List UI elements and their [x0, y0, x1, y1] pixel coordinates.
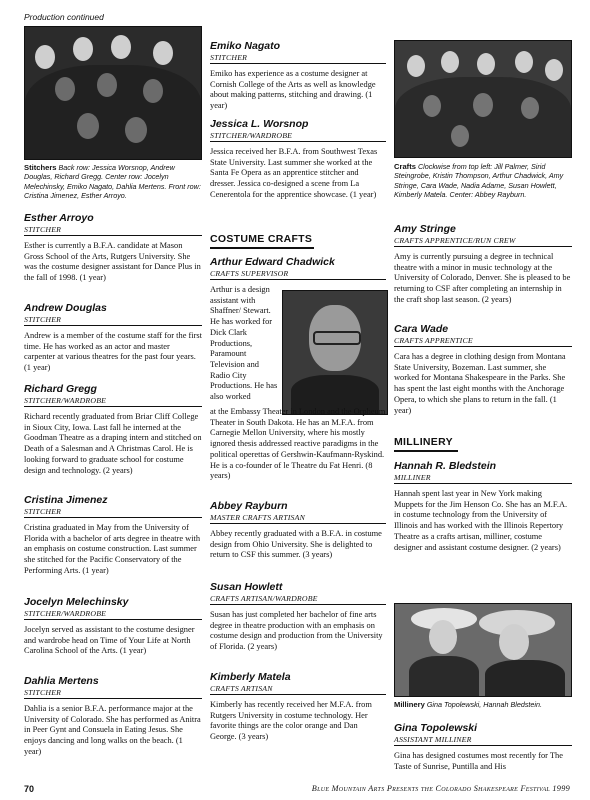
bio-text: Jocelyn served as assistant to the costume designer and wardrobe head on Time of Your Life at North Carolina School of the Arts. (1 year): [24, 625, 195, 656]
name: Gina Topolewski: [394, 722, 478, 734]
bio-text: Jessica received her B.F.A. from Southwest Texas State University. Last summer she worked at the Santa Fe Opera as an apprentice stitcher and dresser. Jessica co-designed a scene from La Cenerentola for the apprentice showcase. (1 year): [210, 147, 378, 199]
name: Susan Howlett: [210, 581, 283, 593]
role: MILLINER: [394, 473, 572, 484]
bio-text: Esther is currently a B.F.A. candidate at Mason Gross School of the Arts, Rutgers University. She was the costume designer assistant for Dance Plus in the fall of 1998. (1 year): [24, 241, 201, 283]
bio-text: Emiko has experience as a costume designer at Cornish College of the Arts as well as knowledge about making patterns, stitching and drawing. (1 year): [210, 69, 376, 111]
role: ASSISTANT MILLINER: [394, 735, 572, 746]
bio-text: Kimberly has recently received her M.F.A. from Rutgers University in costume technology. Her favorite things are the color orange and Dan George. (3 years): [210, 700, 372, 742]
name: Esther Arroyo: [24, 212, 94, 224]
name: Amy Stringe: [394, 223, 456, 235]
bio-text: Hannah spent last year in New York making Muppets for the Jim Henson Co. She has an M.F.A. in costume technology from the University of Illinois and has worked with the Illinois Repertory Theatre as a crafts artisan, milliner, costume designer and assistant costume designer. (2 years): [394, 489, 568, 552]
name: Cristina Jimenez: [24, 494, 108, 506]
stitchers-caption: Stitchers Back row: Jessica Worsnop, Andrew Douglas, Richard Gregg. Center row: Jocelyn Melechinsky, Emiko Nagato, Dahlia Mertens. Front row: Cristina Jimenez, Esther Arroyo.: [24, 163, 201, 200]
bio-text: Andrew is a member of the costume staff for the first time. He has worked as an actor and master carpenter at various theatres for the past four years. (1 year): [24, 331, 202, 373]
crafts-photo: [394, 40, 572, 158]
name: Jocelyn Melechinsky: [24, 596, 129, 608]
bio-text: Cristina graduated in May from the University of Florida with a bachelor of arts degree in theatre with an emphasis on costume construction. Last summer she stitched for the Pacific Conservatory of the Performing Arts. (1 year): [24, 523, 201, 575]
name: Andrew Douglas: [24, 302, 107, 314]
bio-amy-stringe: [394, 223, 572, 306]
role: CRAFTS APPRENTICE: [394, 336, 572, 347]
name: Richard Gregg: [24, 383, 97, 395]
role: STITCHER: [24, 315, 202, 326]
bio-kimberly-matela: [210, 671, 386, 743]
bio-jocelyn-melechinsky: [24, 596, 202, 657]
section-costume-crafts: COSTUME CRAFTS: [210, 233, 314, 249]
bio-text: Abbey recently graduated with a B.F.A. in costume design from Ohio University. She is delighted to return to CSF this summer. (3 years): [210, 529, 382, 560]
footer-title: Blue Mountain Arts Presents the Colorado Shakespeare Festival 1999: [311, 784, 570, 793]
bio-text-wrap: Arthur is a design assistant with Shaffner/ Stewart. He has worked for Dick Clark Productions, Paramount Television and Radio City Productions. He has also worked: [210, 285, 278, 402]
bio-text: Cara has a degree in clothing design from Montana State University, Bozeman. Last summer, she worked for Montana Shakespeare in the Parks. She has spent the last eight months with the Anchorage Opera, to which she plans to return in the fall. (1 year): [394, 352, 566, 415]
role: CRAFTS ARTISAN/WARDROBE: [210, 594, 386, 605]
bio-andrew-douglas: [24, 302, 202, 374]
role: STITCHER/WARDROBE: [210, 131, 386, 142]
running-head: Production continued: [24, 12, 104, 22]
bio-richard-gregg: [24, 383, 202, 476]
name: Arthur Edward Chadwick: [210, 256, 335, 268]
name: Kimberly Matela: [210, 671, 291, 683]
stitchers-photo: [24, 26, 202, 160]
bio-cristina-jimenez: [24, 494, 202, 577]
bio-esther-arroyo: [24, 212, 202, 284]
millinery-photo: [394, 603, 572, 697]
name: Cara Wade: [394, 323, 449, 335]
bio-susan-howlett: [210, 581, 386, 653]
chadwick-photo: [282, 290, 388, 415]
bio-gina-topolewski: [394, 722, 572, 772]
name: Hannah R. Bledstein: [394, 460, 497, 472]
bio-abbey-rayburn: [210, 500, 386, 561]
bio-emiko-nagato: [210, 40, 386, 112]
role: STITCHER: [24, 225, 202, 236]
bio-text: Gina has designed costumes most recently for The Taste of Sunrise, Puntilla and His: [394, 751, 563, 771]
bio-arthur-chadwick: [210, 256, 386, 496]
bio-jessica-worsnop: [210, 118, 386, 201]
name: Emiko Nagato: [210, 40, 281, 52]
role: CRAFTS ARTISAN: [210, 684, 386, 695]
bio-hannah-bledstein: [394, 460, 572, 553]
role: CRAFTS APPRENTICE/RUN CREW: [394, 236, 572, 247]
role: STITCHER: [210, 53, 386, 64]
role: STITCHER/WARDROBE: [24, 609, 202, 620]
role: STITCHER/WARDROBE: [24, 396, 202, 407]
bio-text: Richard recently graduated from Briar Cliff College in Sioux City, Iowa. Last fall he interned at the Goodman Theatre as a draping intern and stitched on Death of a Salesman and A Christmas Carol. He is looking forward to graduate school for costume design and technology. (2 years): [24, 412, 202, 475]
role: CRAFTS SUPERVISOR: [210, 269, 386, 280]
name: Jessica L. Worsnop: [210, 118, 309, 130]
bio-cara-wade: [394, 323, 572, 416]
bio-text-rest: at the Embassy Theater in London and the Orpheum Theater in South Dakota. He has an M.F.A. from Carnegie Mellon University, where his mostly ignored thesis addressed reactive paradigms in the political operettas of Gershwin-Kaufmann-Ryskind. He is a co-founder of le Theatre du Fat Henri. (8 years): [210, 407, 386, 481]
bio-text: Amy is currently pursuing a degree in technical theatre with a minor in music technology at the University of Colorado, Denver. She is pleased to be returning to CSF after completing an internship in the craft shop last season. (2 years): [394, 252, 571, 304]
role: STITCHER: [24, 507, 202, 518]
bio-text: Susan has just completed her bachelor of fine arts degree in theatre production with an emphasis on costume design and production from the University of Florida. (2 years): [210, 610, 383, 652]
crafts-caption: Crafts Clockwise from top left: Jill Palmer, Sirid Steingrobe, Kristin Thompson, Arthur Chadwick, Amy Stringe, Cara Wade, Nadia Adame, Susan Howlett, Kimberly Matela. Center: Abbey Rayburn.: [394, 162, 564, 199]
bio-text: Dahlia is a senior B.F.A. performance major at the University of Colorado. She has performed as Anitra in Peer Gynt and Consuela in Eating Jesus. She enjoys dancing and long walks on the beach. (1 year): [24, 704, 201, 756]
page-number: 70: [24, 784, 35, 794]
name: Abbey Rayburn: [210, 500, 288, 512]
name: Dahlia Mertens: [24, 675, 99, 687]
section-millinery: MILLINERY: [394, 436, 458, 452]
role: MASTER CRAFTS ARTISAN: [210, 513, 386, 524]
role: STITCHER: [24, 688, 202, 699]
millinery-caption: Millinery Gina Topolewski, Hannah Bledstein.: [394, 700, 543, 709]
bio-dahlia-mertens: [24, 675, 202, 758]
